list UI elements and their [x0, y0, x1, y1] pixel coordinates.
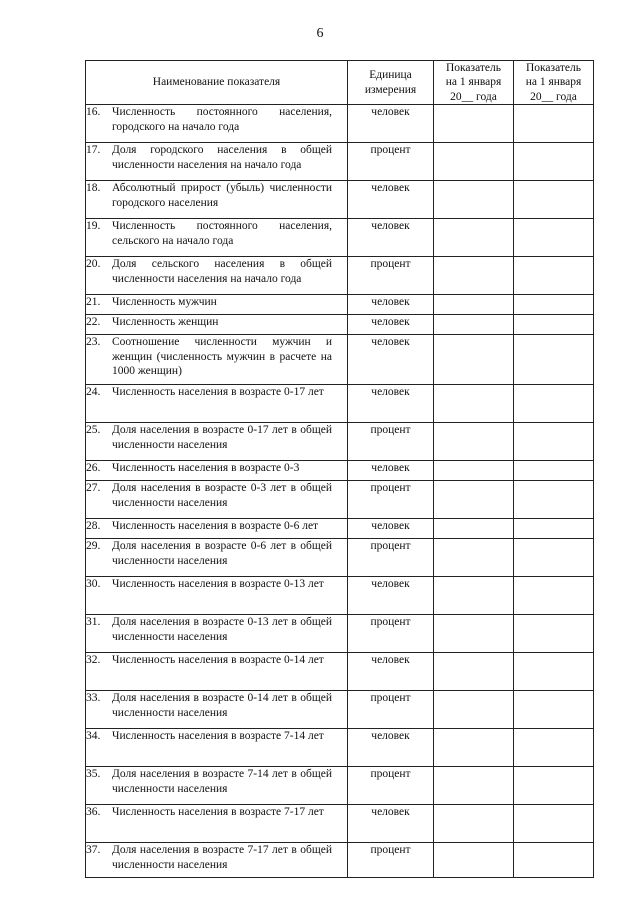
row-number: 31.	[86, 616, 101, 629]
row-number: 20.	[86, 258, 101, 271]
row-number: 29.	[86, 540, 101, 553]
indicator-name-cell	[86, 423, 348, 461]
value-cell-2[interactable]	[514, 481, 594, 519]
indicator-name-cell	[86, 805, 348, 843]
row-number: 16.	[86, 106, 101, 119]
indicator-name-cell	[86, 767, 348, 805]
table-row	[86, 767, 594, 805]
row-number: 23.	[86, 336, 101, 349]
value-cell-1[interactable]	[434, 577, 514, 615]
value-cell-1[interactable]	[434, 423, 514, 461]
unit-cell: процент	[348, 423, 434, 461]
unit-cell: процент	[348, 481, 434, 519]
value-cell-2[interactable]	[514, 315, 594, 335]
value-cell-2[interactable]	[514, 219, 594, 257]
unit-cell: процент	[348, 539, 434, 577]
indicator-name-cell	[86, 335, 348, 385]
indicator-name: Численность постоянного населения, городского на начало года	[112, 106, 332, 133]
indicator-name: Численность населения в возрасте 0-6 лет	[112, 520, 319, 533]
table-row	[86, 105, 594, 143]
row-number: 26.	[86, 462, 101, 475]
header-value2-line2: на 1 января	[525, 76, 582, 89]
value-cell-2[interactable]	[514, 257, 594, 295]
indicator-name: Доля населения в возрасте 0-14 лет в общей численности населения	[112, 692, 332, 719]
value-cell-2[interactable]	[514, 105, 594, 143]
value-cell-1[interactable]	[434, 385, 514, 423]
header-value1-line1: Показатель	[445, 62, 502, 74]
table-row	[86, 257, 594, 295]
unit-cell: человек	[348, 181, 434, 219]
row-number: 27.	[86, 482, 101, 495]
table-row	[86, 615, 594, 653]
value-cell-1[interactable]	[434, 295, 514, 315]
unit-cell: процент	[348, 691, 434, 729]
header-indicator-name: Наименование показателя	[86, 61, 348, 105]
header-value-column-2	[514, 61, 594, 105]
row-number: 24.	[86, 386, 101, 399]
unit-cell: человек	[348, 653, 434, 691]
unit-cell: процент	[348, 143, 434, 181]
table-row	[86, 423, 594, 461]
indicator-name: Доля населения в возрасте 7-17 лет в общей численности населения	[112, 844, 332, 871]
header-value2-line1: Показатель	[525, 62, 582, 74]
value-cell-1[interactable]	[434, 105, 514, 143]
header-value-column-1	[434, 61, 514, 105]
value-cell-2[interactable]	[514, 577, 594, 615]
indicator-name-cell	[86, 385, 348, 423]
table-row	[86, 385, 594, 423]
table-row	[86, 295, 594, 315]
table-row	[86, 315, 594, 335]
indicator-name: Соотношение численности мужчин и женщин (численность мужчин в расчете на 1000 женщин)	[112, 336, 332, 377]
table-row	[86, 181, 594, 219]
table-row	[86, 729, 594, 767]
indicator-name-cell	[86, 257, 348, 295]
indicator-name-cell	[86, 653, 348, 691]
value-cell-2[interactable]	[514, 461, 594, 481]
value-cell-2[interactable]	[514, 615, 594, 653]
row-number: 34.	[86, 730, 101, 743]
unit-cell: человек	[348, 295, 434, 315]
unit-cell: человек	[348, 519, 434, 539]
unit-cell: процент	[348, 767, 434, 805]
row-number: 36.	[86, 806, 101, 819]
table-row	[86, 539, 594, 577]
value-cell-2[interactable]	[514, 385, 594, 423]
value-cell-1[interactable]	[434, 767, 514, 805]
value-cell-1[interactable]	[434, 691, 514, 729]
value-cell-1[interactable]	[434, 615, 514, 653]
unit-cell: человек	[348, 219, 434, 257]
row-number: 37.	[86, 844, 101, 857]
unit-cell: процент	[348, 257, 434, 295]
header-unit-line2: измерения	[364, 83, 417, 96]
indicator-name: Численность населения в возрасте 0-13 лет	[112, 578, 324, 591]
value-cell-1[interactable]	[434, 315, 514, 335]
row-number: 30.	[86, 578, 101, 591]
indicator-name: Доля сельского населения в общей численности населения на начало года	[112, 258, 332, 285]
indicator-name-cell	[86, 691, 348, 729]
row-number: 21.	[86, 296, 101, 309]
indicator-name: Численность населения в возрасте 7-17 лет	[112, 806, 324, 819]
row-number: 19.	[86, 220, 101, 233]
row-number: 18.	[86, 182, 101, 195]
indicator-name-cell	[86, 181, 348, 219]
row-number: 33.	[86, 692, 101, 705]
value-cell-2[interactable]	[514, 519, 594, 539]
table-header-row	[86, 61, 594, 105]
indicator-name-cell	[86, 843, 348, 878]
indicator-name: Абсолютный прирост (убыль) численности городского населения	[112, 182, 332, 209]
table-row	[86, 843, 594, 878]
value-cell-1[interactable]	[434, 519, 514, 539]
indicator-name: Численность населения в возрасте 7-14 лет	[112, 730, 324, 743]
unit-cell: человек	[348, 729, 434, 767]
indicator-name: Доля населения в возрасте 0-17 лет в общей численности населения	[112, 424, 332, 451]
indicator-name: Доля населения в возрасте 0-13 лет в общей численности населения	[112, 616, 332, 643]
indicator-name: Доля населения в возрасте 0-3 лет в общей численности населения	[112, 482, 332, 509]
unit-cell: процент	[348, 615, 434, 653]
indicator-name: Численность мужчин	[112, 296, 217, 309]
indicator-name-cell	[86, 539, 348, 577]
value-cell-1[interactable]	[434, 653, 514, 691]
value-cell-2[interactable]	[514, 843, 594, 878]
header-unit	[348, 61, 434, 105]
indicator-name: Численность постоянного населения, сельского на начало года	[112, 220, 332, 247]
table-row	[86, 653, 594, 691]
value-cell-1[interactable]	[434, 257, 514, 295]
table-row	[86, 577, 594, 615]
indicator-name-cell	[86, 577, 348, 615]
page-number: 6	[316, 26, 324, 41]
unit-cell: процент	[348, 843, 434, 878]
table-row	[86, 691, 594, 729]
value-cell-1[interactable]	[434, 805, 514, 843]
unit-cell: человек	[348, 805, 434, 843]
row-number: 28.	[86, 520, 101, 533]
indicator-name: Доля населения в возрасте 0-6 лет в общей численности населения	[112, 540, 332, 567]
row-number: 25.	[86, 424, 101, 437]
value-cell-1[interactable]	[434, 729, 514, 767]
indicator-name-cell	[86, 615, 348, 653]
indicator-name-cell	[86, 105, 348, 143]
indicator-name: Численность населения в возрасте 0-17 лет	[112, 386, 324, 399]
indicator-table	[85, 60, 594, 878]
header-unit-line1: Единица	[369, 69, 412, 82]
row-number: 22.	[86, 316, 101, 329]
value-cell-1[interactable]	[434, 843, 514, 878]
row-number: 17.	[86, 144, 101, 157]
value-cell-2[interactable]	[514, 805, 594, 843]
row-number: 32.	[86, 654, 101, 667]
unit-cell: человек	[348, 335, 434, 385]
value-cell-2[interactable]	[514, 143, 594, 181]
header-value1-line3: 20__ года	[450, 90, 497, 103]
indicator-name: Доля городского населения в общей численности населения на начало года	[112, 144, 332, 171]
table-row	[86, 481, 594, 519]
value-cell-1[interactable]	[434, 461, 514, 481]
table-row	[86, 335, 594, 385]
indicator-name-cell	[86, 143, 348, 181]
unit-cell: человек	[348, 461, 434, 481]
unit-cell: человек	[348, 577, 434, 615]
value-cell-2[interactable]	[514, 691, 594, 729]
table-body	[86, 105, 594, 878]
indicator-name-cell	[86, 729, 348, 767]
table-row	[86, 143, 594, 181]
table-row	[86, 519, 594, 539]
indicator-name: Численность населения в возрасте 0-14 лет	[112, 654, 324, 667]
row-number: 35.	[86, 768, 101, 781]
unit-cell: человек	[348, 105, 434, 143]
value-cell-2[interactable]	[514, 539, 594, 577]
table-row	[86, 461, 594, 481]
indicator-name-cell	[86, 219, 348, 257]
header-value1-line2: на 1 января	[445, 76, 502, 89]
value-cell-1[interactable]	[434, 143, 514, 181]
table-row	[86, 219, 594, 257]
unit-cell: человек	[348, 385, 434, 423]
indicator-name-cell	[86, 295, 348, 315]
header-value2-line3: 20__ года	[530, 90, 577, 103]
value-cell-2[interactable]	[514, 335, 594, 385]
indicator-name-cell	[86, 461, 348, 481]
value-cell-1[interactable]	[434, 181, 514, 219]
value-cell-2[interactable]	[514, 423, 594, 461]
indicator-name-cell	[86, 519, 348, 539]
value-cell-2[interactable]	[514, 653, 594, 691]
indicator-name: Численность населения в возрасте 0-3	[112, 462, 300, 475]
value-cell-2[interactable]	[514, 729, 594, 767]
value-cell-1[interactable]	[434, 481, 514, 519]
indicator-name: Доля населения в возрасте 7-14 лет в общей численности населения	[112, 768, 332, 795]
value-cell-2[interactable]	[514, 295, 594, 315]
value-cell-1[interactable]	[434, 539, 514, 577]
indicator-name-cell	[86, 481, 348, 519]
value-cell-1[interactable]	[434, 335, 514, 385]
indicator-name: Численность женщин	[112, 316, 219, 329]
table-row	[86, 805, 594, 843]
value-cell-2[interactable]	[514, 181, 594, 219]
indicator-name-cell	[86, 315, 348, 335]
value-cell-1[interactable]	[434, 219, 514, 257]
unit-cell: человек	[348, 315, 434, 335]
value-cell-2[interactable]	[514, 767, 594, 805]
